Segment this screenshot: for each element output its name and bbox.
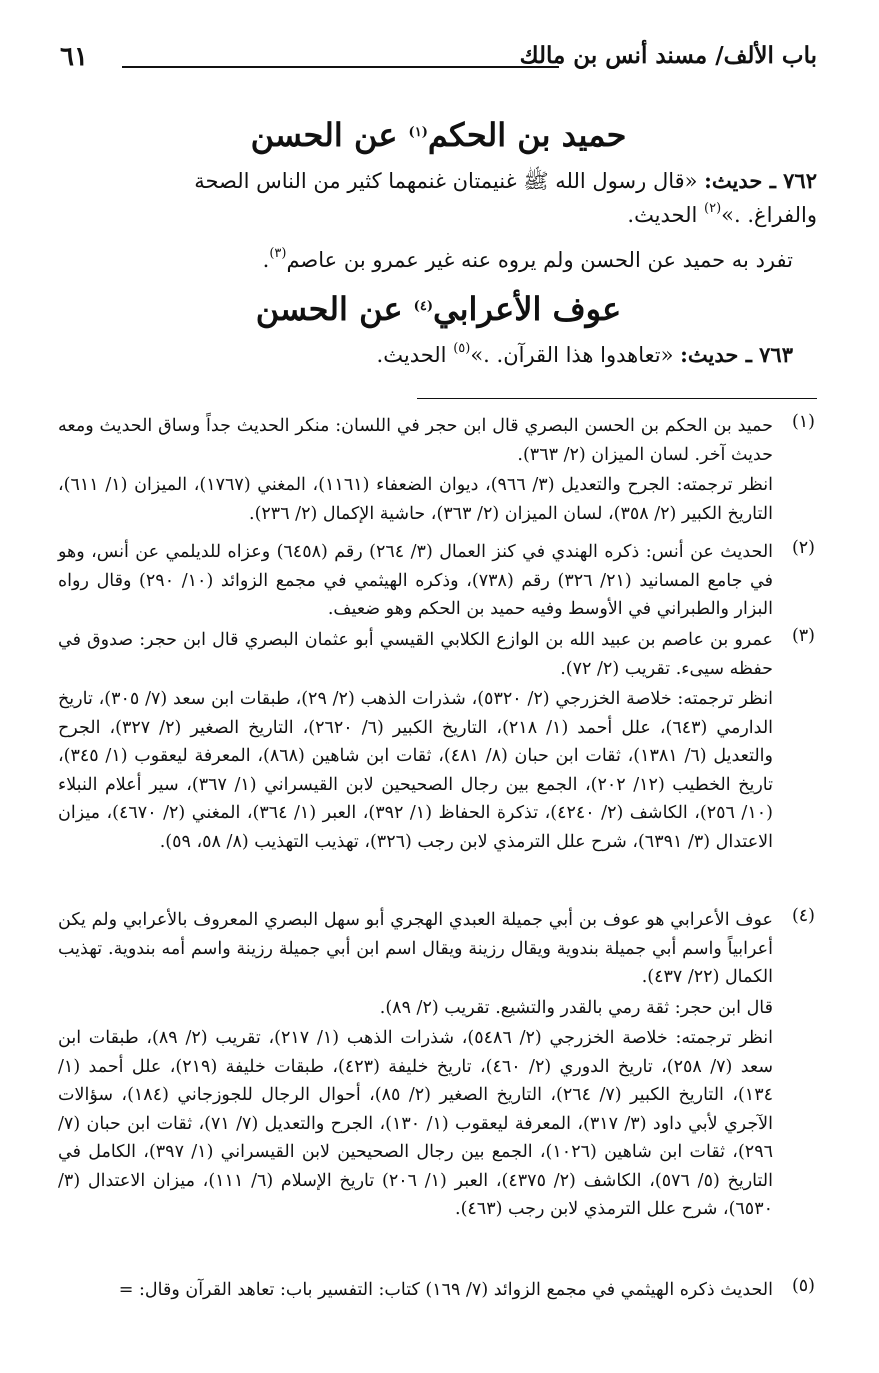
hadith-762-note: تفرد به حميد عن الحسن ولم يروه عنه غير عمرو بن عاصم$^{(٣)}$. [262, 246, 793, 272]
footnote-paragraph: قال ابن حجر: ثقة رمي بالقدر والتشيع. تقريب (٢/ ٨٩). [379, 997, 773, 1018]
footnote-ref[interactable]: (٢) [704, 201, 722, 216]
hadith-number: ٧٦٢ ـ حديث: [704, 168, 817, 193]
footnote-3 [58, 626, 815, 856]
hadith-762-line-2: والفراغ. .»$^{(٢)}$ الحديث. [627, 201, 817, 227]
hadith-number: ٧٦٣ ـ حديث: [680, 342, 793, 367]
footnote-1 [58, 412, 815, 528]
footnote-separator [417, 398, 817, 399]
footnote-number: (٤) [791, 906, 815, 926]
footnote-paragraph: عمرو بن عاصم بن عبيد الله بن الوازع الكلابي القيسي أبو عثمان البصري قال ابن حجر: صدوق في حفظه سيىء. تقريب (٢/ ٧٢). [58, 630, 773, 679]
hadith-763-line: ٧٦٣ ـ حديث: «تعاهدوا هذا القرآن. .»$^{(٥)}$ الحديث. [376, 341, 793, 367]
footnote-4 [58, 906, 815, 1224]
footnote-number: (٥) [791, 1276, 815, 1296]
footnote-number: (١) [791, 412, 815, 432]
footnote-paragraph: حميد بن الحكم بن الحسن البصري قال ابن حجر في اللسان: منكر الحديث جداً وساق الحديث ومعه حديث آخر. لسان الميزان (٢/ ٣٦٣). [58, 416, 773, 465]
footnote-paragraph: انظر ترجمته: الجرح والتعديل (٣/ ٩٦٦)، ديوان الضعفاء (١١٦١)، المغني (١٧٦٧)، الميزان (١/ ٦١١)، التاريخ الكبير (٢/ ٣٥٨)، لسان الميزان (٢/ ٣٦٣)، حاشية الإكمال (٢/ ٢٣٦). [58, 475, 773, 524]
footnote-paragraph: عوف الأعرابي هو عوف بن أبي جميلة العبدي الهجري أبو سهل البصري المعروف بالأعرابي ولم يكن أعرابياً واسم أبي جميلة بندوية ويقال رزينة ويقال اسم ابن أبي جميلة رزينة واسم أمه بندوية. تهذيب الكمال (٢٢/ ٤٣٧). [58, 910, 773, 987]
footnote-paragraph: الحديث ذكره الهيثمي في مجمع الزوائد (٧/ ١٦٩) كتاب: التفسير باب: تعاهد القرآن وقال: = [118, 1280, 773, 1300]
footnote-paragraph: الحديث عن أنس: ذكره الهندي في كنز العمال (٣/ ٢٦٤) رقم (٦٤٥٨) وعزاه للديلمي عن أنس، وهو في جامع المسانيد (٢١/ ٣٢٦) رقم (٧٣٨)، وذكره الهيثمي في مجمع الزوائد (١٠/ ٢٩٠) وقال رواه البزار والطبراني في الأوسط وفيه حميد بن الحكم وهو ضعيف. [58, 542, 774, 619]
footnote-ref[interactable]: (٣) [269, 246, 287, 261]
section-title-awf: عوف الأعرابي$^{(٤)}$ عن الحسن [255, 290, 622, 328]
footnote-ref[interactable]: (٥) [453, 341, 471, 356]
footnote-number: (٣) [791, 626, 815, 646]
footnote-paragraph: انظر ترجمته: خلاصة الخزرجي (٢/ ٥٣٢٠)، شذرات الذهب (٢/ ٢٩)، طبقات ابن سعد (٧/ ٣٠٥)، تاريخ الدارمي (٦٤٣)، علل أحمد (١/ ٢١٨)، التاريخ الكبير (٦/ ٢٦٢٠)، التاريخ الصغير (٢/ ٣٢٧)، الجرح والتعديل (٦/ ١٣٨١)، ثقات ابن حبان (٨/ ٤٨١)، ثقات ابن شاهين (٨٦٨)، المعرفة ليعقوب (١/ ٣٤٥)، تاريخ الخطيب (١٢/ ٢٠٢)، الجمع بين رجال الصحيحين لابن القيسراني (١/ ٣٦٧)، سير أعلام النبلاء (١٠/ ٢٥٦)، الكاشف (٢/ ٤٢٤٠)، تذكرة الحفاظ (١/ ٣٩٢)، العبر (١/ ٣٦٤)، المغني (٢/ ٤٦٧٠)، ميزان الاعتدال (٣/ ٦٣٩١)، شرح علل الترمذي لابن رجب (٣٢٦)، تهذيب التهذيب (٨/ ٥٨، ٥٩). [58, 689, 774, 852]
footnote-2 [58, 538, 815, 624]
footnote-paragraph: انظر ترجمته: خلاصة الخزرجي (٢/ ٥٤٨٦)، شذرات الذهب (١/ ٢١٧)، تقريب (٢/ ٨٩)، طبقات ابن سعد (٧/ ٢٥٨)، تاريخ الدوري (٢/ ٤٦٠)، تاريخ خليفة (٤٢٣)، طبقات خليفة (٢١٩)، علل أحمد (١/ ١٣٤)، التاريخ الكبير (٧/ ٢٦٤)، التاريخ الصغير (٢/ ٨٥)، أحوال الرجال للجوزجاني (١٨٤)، سؤالات الآجري لأبي داود (٣/ ٣١٧)، المعرفة ليعقوب (١/ ١٣٠)، الجرح والتعديل (٧/ ٧١)، ثقات ابن حبان (٧/ ٢٩٦)، ثقات ابن شاهين (١٠٢٦)، الجمع بين رجال الصحيحين لابن القيسراني (١/ ٣٩٧)، الكامل في التاريخ (٥/ ٥٧٦)، الكاشف (٢/ ٤٣٧٥)، العبر (١/ ٢٠٦) تاريخ الإسلام (٦/ ١١١)، ميزان الاعتدال (٣/ ٦٥٣٠)، شرح علل الترمذي لابن رجب (٤٦٣). [58, 1028, 773, 1219]
header-rule [122, 66, 559, 68]
section-title-humaid: حميد بن الحكم$^{(١)}$ عن الحسن [250, 116, 627, 154]
footnote-number: (٢) [791, 538, 815, 558]
footnote-5 [58, 1276, 815, 1305]
page-number: ٦١ [60, 42, 88, 72]
running-header [60, 42, 817, 78]
footnote-ref[interactable]: (١) [408, 125, 428, 140]
footnote-ref[interactable]: (٤) [413, 299, 433, 314]
hadith-762-line-1: ٧٦٢ ـ حديث: «قال رسول الله ﷺ غنيمتان غنمهما كثير من الناس الصحة [194, 168, 817, 193]
header-title: باب الألف/ مسند أنس بن مالك [519, 42, 817, 69]
